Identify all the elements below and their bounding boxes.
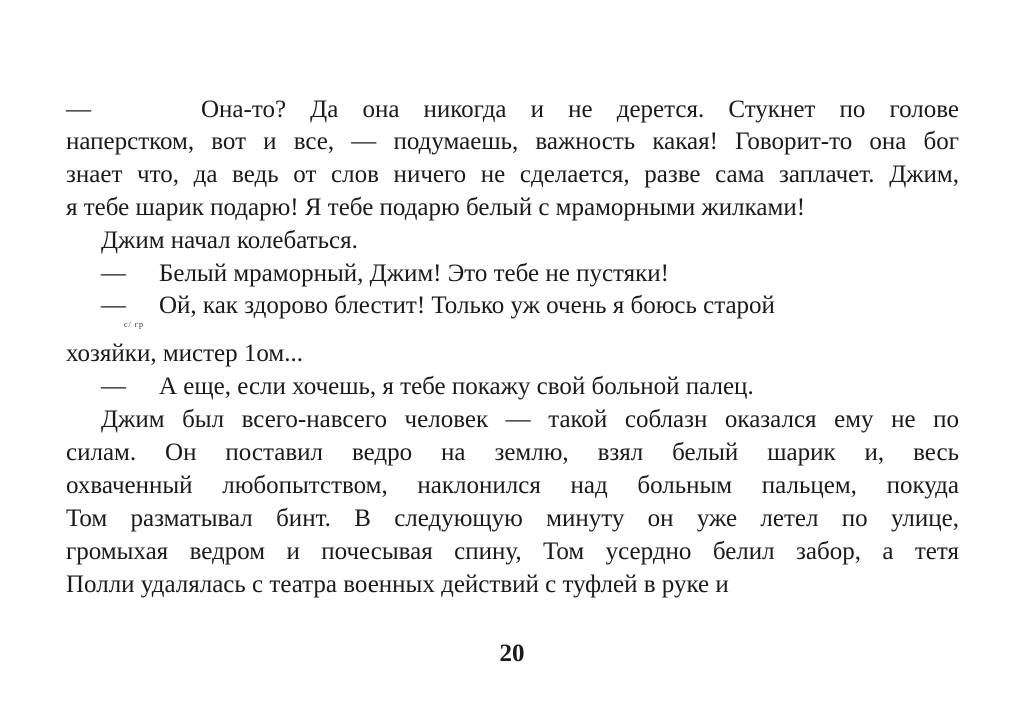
page-number: 20: [499, 640, 525, 667]
text-line: Полли удалялась с театра военных действий с туфлей в руке и: [66, 571, 729, 598]
text-line: силам. Он поставил ведро на землю, взял белый шарик и, весь: [66, 439, 959, 466]
scan-artifact: c/ гр: [124, 320, 145, 329]
text-line: [101, 258, 959, 290]
text-line: [101, 371, 959, 403]
line-text: А еще, если хочешь, я тебе покажу свой больной палец.: [159, 373, 754, 400]
text-line: охваченный любопытством, наклонился над больным пальцем, покуда: [66, 472, 959, 499]
line-text: Она-то? Да она никогда и не дерется. Стукнет по голове: [201, 96, 959, 123]
em-dash: —: [101, 260, 126, 287]
text-line: [66, 94, 959, 126]
text-line: Джим начал колебаться.: [101, 227, 358, 254]
text-line: Джим был всего-навсего человек — такой соблазн оказался ему не по: [101, 406, 959, 433]
text-line: Том разматывал бинт. В следующую минуту он уже летел по улице,: [66, 505, 959, 532]
line-text: Белый мраморный, Джим! Это тебе не пустяки!: [159, 260, 669, 287]
line-text: Ой, как здорово блестит! Только уж очень я боюсь старой: [159, 292, 775, 319]
text-line: хозяйки, мистер 1ом...: [66, 340, 303, 367]
em-dash: —: [66, 96, 91, 123]
em-dash: —: [101, 292, 126, 319]
text-line: я тебе шарик подарю! Я тебе подарю белый с мраморными жилками!: [66, 194, 806, 221]
text-line: громыхая ведром и почесывая спину, Том усердно белил забор, а тетя: [66, 538, 959, 565]
text-line: наперстком, вот и все, — подумаешь, важность какая! Говорит-то она бог: [66, 128, 959, 155]
text-line: знает что, да ведь от слов ничего не сделается, разве сама заплачет. Джим,: [66, 161, 959, 188]
em-dash: —: [101, 373, 126, 400]
text-line: [101, 290, 959, 322]
